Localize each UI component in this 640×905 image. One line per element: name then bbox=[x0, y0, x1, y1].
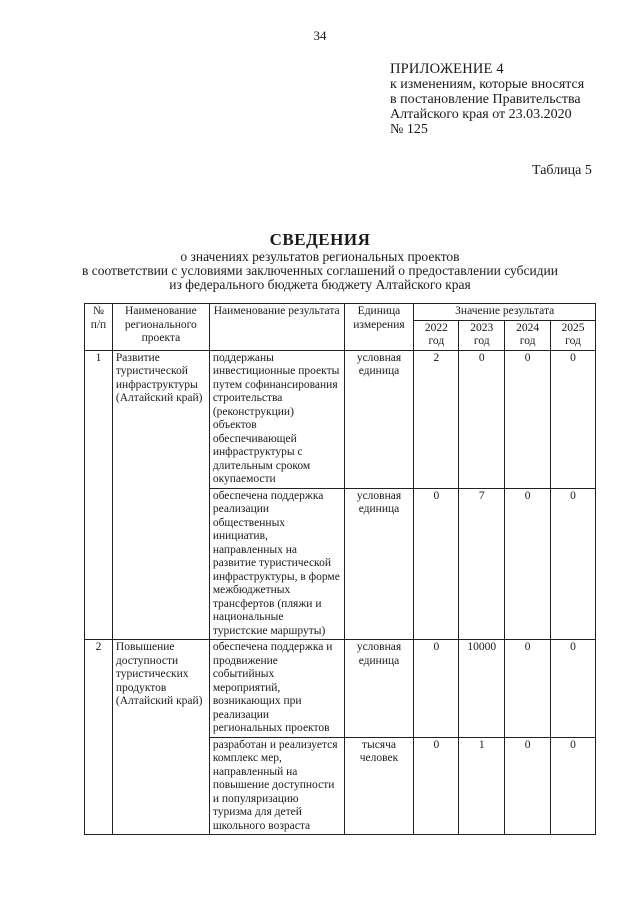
table-row bbox=[85, 640, 596, 738]
heading-subtitle-line: из федерального бюджета бюджету Алтайского края bbox=[169, 277, 471, 292]
heading-subtitle-line: о значениях результатов региональных проектов bbox=[180, 249, 460, 264]
result-value-2025: 0 bbox=[551, 737, 596, 835]
page-number: 34 bbox=[313, 28, 327, 43]
header-value-group: Значение результата bbox=[414, 304, 596, 321]
appendix-line: № 125 bbox=[390, 122, 428, 137]
result-value-2023: 1 bbox=[459, 737, 505, 835]
result-value-2022: 0 bbox=[414, 737, 459, 835]
results-table bbox=[84, 303, 596, 835]
row-project: Повышение доступности туристических продуктов (Алтайский край) bbox=[112, 640, 209, 835]
table-row bbox=[85, 350, 596, 488]
appendix-line: в постановление Правительства bbox=[390, 92, 581, 107]
row-num: 2 bbox=[85, 640, 113, 835]
header-project: Наименование регионального проекта bbox=[112, 304, 209, 351]
result-value-2025: 0 bbox=[551, 640, 596, 738]
result-value-2024: 0 bbox=[505, 488, 551, 640]
result-value-2024: 0 bbox=[505, 350, 551, 488]
result-value-2023: 0 bbox=[459, 350, 505, 488]
result-unit: условная единица bbox=[344, 640, 414, 738]
header-year: 2024 год bbox=[505, 320, 551, 350]
result-name: обеспечена поддержка и продвижение событийных мероприятий, возникающих при реализации региональных проектов bbox=[209, 640, 344, 738]
result-name: поддержаны инвестиционные проекты путем софинансирования строительства (реконструкции) объектов обеспечивающей инфраструктуры с длительным сроком окупаемости bbox=[209, 350, 344, 488]
table-label: Таблица 5 bbox=[532, 163, 592, 178]
result-value-2023: 10000 bbox=[459, 640, 505, 738]
header-num: № п/п bbox=[85, 304, 113, 351]
result-value-2022: 0 bbox=[414, 488, 459, 640]
row-project: Развитие туристической инфраструктуры (Алтайский край) bbox=[112, 350, 209, 640]
result-name: разработан и реализуется комплекс мер, направленный на повышение доступности и популяризацию туризма для детей школьного возраста bbox=[209, 737, 344, 835]
header-result: Наименование результата bbox=[209, 304, 344, 351]
result-value-2024: 0 bbox=[505, 640, 551, 738]
header-unit: Единица измерения bbox=[344, 304, 414, 351]
result-value-2023: 7 bbox=[459, 488, 505, 640]
appendix-line: к изменениям, которые вносятся bbox=[390, 77, 585, 92]
header-year: 2023 год bbox=[459, 320, 505, 350]
appendix-title: ПРИЛОЖЕНИЕ 4 bbox=[390, 61, 504, 77]
row-num: 1 bbox=[85, 350, 113, 640]
heading-title: СВЕДЕНИЯ bbox=[269, 230, 371, 249]
result-unit: условная единица bbox=[344, 488, 414, 640]
heading-subtitle-line: в соответствии с условиями заключенных соглашений о предоставлении субсидии bbox=[81, 263, 558, 278]
result-value-2024: 0 bbox=[505, 737, 551, 835]
header-year: 2025 год bbox=[551, 320, 596, 350]
result-value-2025: 0 bbox=[551, 488, 596, 640]
result-value-2025: 0 bbox=[551, 350, 596, 488]
header-year: 2022 год bbox=[414, 320, 459, 350]
appendix-block bbox=[390, 62, 630, 137]
result-unit: тысяча человек bbox=[344, 737, 414, 835]
document-heading bbox=[0, 230, 640, 292]
result-unit: условная единица bbox=[344, 350, 414, 488]
result-value-2022: 2 bbox=[414, 350, 459, 488]
appendix-line: Алтайского края от 23.03.2020 bbox=[390, 107, 572, 122]
result-name: обеспечена поддержка реализации общественных инициатив, направленных на развитие туристической инфраструктуры, в форме межбюджетных трансфертов (пляжи и национальные туристские маршруты) bbox=[209, 488, 344, 640]
result-value-2022: 0 bbox=[414, 640, 459, 738]
table-header-row bbox=[85, 304, 596, 321]
